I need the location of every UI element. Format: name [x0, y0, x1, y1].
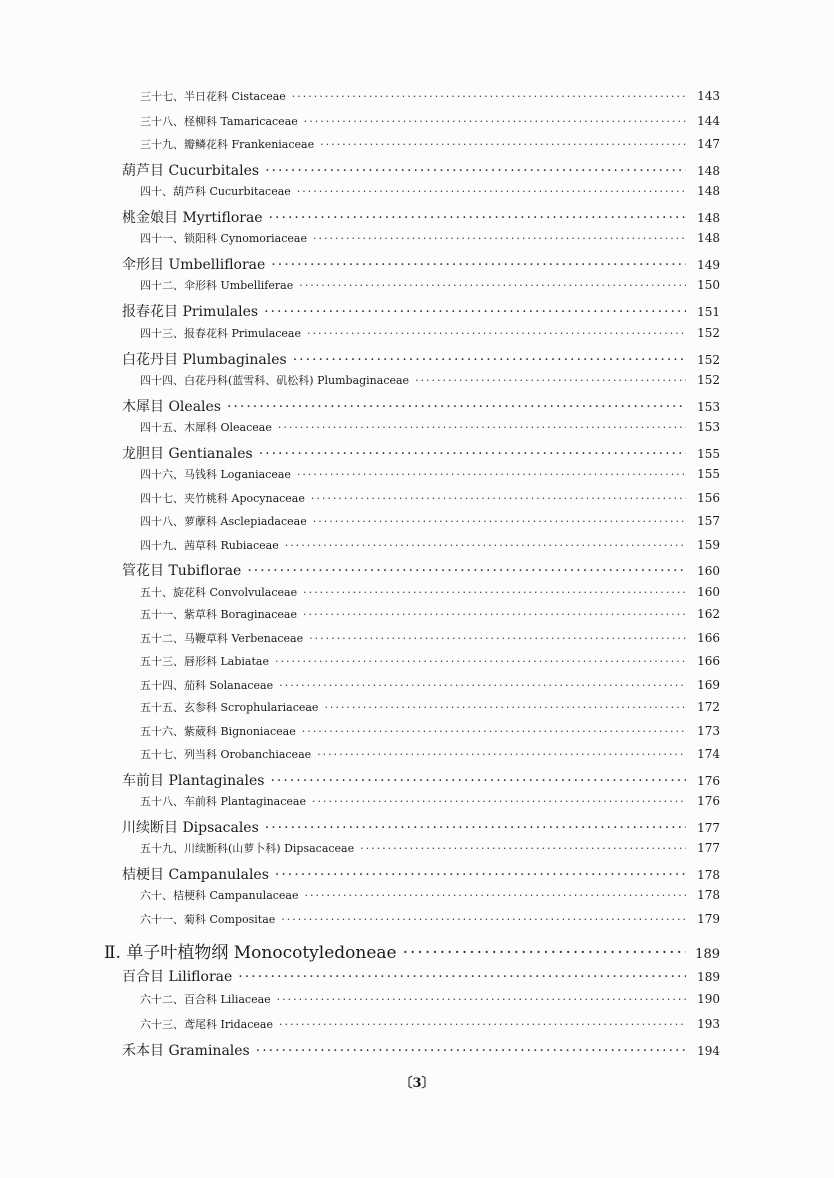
- dot-leader: [313, 232, 686, 245]
- toc-entry-order: [122, 254, 720, 274]
- toc-entry-family: [140, 136, 720, 152]
- toc-entry-page: 149: [697, 258, 720, 272]
- toc-entry-title: 五十二、马鞭草科 Verbenaceae: [140, 632, 304, 645]
- dot-leader: [271, 257, 686, 273]
- toc-entry-title: 六十、桔梗科 Campanulaceae: [140, 889, 299, 902]
- toc-entry-family: [140, 887, 720, 903]
- toc-entry-family: [140, 230, 720, 246]
- toc-entry-page: 160: [697, 585, 720, 599]
- dot-leader: [312, 795, 686, 808]
- toc-entry-family: [140, 991, 720, 1007]
- toc-entry-page: 190: [697, 992, 720, 1006]
- dot-leader: [270, 773, 686, 789]
- toc-entry-page: 156: [697, 491, 720, 505]
- toc-entry-page: 189: [697, 970, 720, 984]
- toc-entry-title: 四十四、白花丹科(蓝雪科、矶松科) Plumbaginaceae: [140, 374, 410, 387]
- toc-entry-title: 龙胆目 Gentianales: [122, 446, 253, 462]
- dot-leader: [305, 889, 687, 902]
- toc-entry-family: [140, 793, 720, 809]
- toc-entry-order: [122, 207, 720, 227]
- toc-entry-order: [122, 1040, 720, 1060]
- toc-entry-page: 176: [697, 774, 720, 788]
- toc-entry-title: 五十三、唇形科 Labiatae: [140, 655, 269, 668]
- dot-leader: [275, 867, 686, 883]
- toc-entry-family: [140, 513, 720, 529]
- toc-entry-family: [140, 325, 720, 341]
- dot-leader: [324, 701, 686, 714]
- toc-entry-page: 162: [697, 607, 720, 621]
- toc-entry-order: [122, 301, 720, 321]
- dot-leader: [264, 304, 686, 320]
- toc-entry-title: 三十七、半日花科 Cistaceae: [140, 90, 286, 103]
- page-number: 〔3〕: [399, 1076, 435, 1091]
- toc-entry-title: 车前目 Plantaginales: [122, 773, 265, 789]
- toc-entry-page: 148: [697, 164, 720, 178]
- toc-entry-order: [122, 864, 720, 884]
- toc-entry-page: 153: [697, 420, 720, 434]
- toc-entry-title: 六十一、菊科 Compositae: [140, 913, 276, 926]
- toc-entry-title: 五十四、茄科 Solanaceae: [140, 679, 274, 692]
- dot-leader: [415, 374, 686, 387]
- toc-entry-title: 四十九、茜草科 Rubiaceae: [140, 539, 279, 552]
- toc-entry-order: [122, 349, 720, 369]
- toc-entry-page: 157: [697, 514, 720, 528]
- toc-entry-title: Ⅱ. 单子叶植物纲 Monocotyledoneae: [104, 943, 397, 963]
- toc-entry-page: 194: [697, 1044, 720, 1058]
- toc-entry-title: 四十二、伞形科 Umbelliferae: [140, 279, 294, 292]
- toc-entry-title: 五十一、紫草科 Boraginaceae: [140, 608, 297, 621]
- toc-entry-page: 152: [697, 353, 720, 367]
- toc-entry-order: [122, 966, 720, 986]
- toc-entry-title: 五十七、列当科 Orobanchiaceae: [140, 748, 312, 761]
- toc-entry-title: 四十、葫芦科 Cucurbitaceae: [140, 185, 291, 198]
- toc-entry-order: [122, 560, 720, 580]
- dot-leader: [265, 820, 686, 836]
- dot-leader: [293, 352, 686, 368]
- dot-leader: [285, 539, 686, 552]
- toc-entry-page: 148: [697, 231, 720, 245]
- toc-entry-title: 禾本目 Graminales: [122, 1043, 250, 1059]
- dot-leader: [259, 446, 686, 462]
- toc-entry-class: [104, 938, 720, 963]
- toc-entry-family: [140, 113, 720, 129]
- dot-leader: [302, 725, 686, 738]
- toc-entry-family: [140, 183, 720, 199]
- toc-entry-family: [140, 630, 720, 646]
- toc-entry-page: 147: [697, 137, 720, 151]
- toc-entry-family: [140, 1016, 720, 1032]
- toc-entry-title: 四十六、马钱科 Loganiaceae: [140, 468, 291, 481]
- dot-leader: [403, 943, 686, 963]
- toc-entry-family: [140, 699, 720, 715]
- toc-entry-title: 伞形目 Umbelliflorae: [122, 257, 266, 273]
- toc-entry-title: 五十六、紫葳科 Bignoniaceae: [140, 725, 296, 738]
- toc-entry-page: 152: [697, 326, 720, 340]
- dot-leader: [311, 492, 686, 505]
- dot-leader: [292, 90, 686, 103]
- toc-entry-title: 木犀目 Oleales: [122, 399, 221, 415]
- toc-entry-family: [140, 606, 720, 622]
- toc-entry-page: 143: [697, 89, 720, 103]
- dot-leader: [303, 608, 686, 621]
- toc-entry-family: [140, 466, 720, 482]
- toc-entry-order: [122, 160, 720, 180]
- dot-leader: [275, 655, 686, 668]
- toc-entry-family: [140, 277, 720, 293]
- toc-entry-page: 174: [697, 747, 720, 761]
- toc-entry-title: 四十三、报春花科 Primulaceae: [140, 327, 302, 340]
- toc-entry-title: 百合目 Liliflorae: [122, 969, 233, 985]
- dot-leader: [309, 632, 686, 645]
- dot-leader: [277, 993, 686, 1006]
- toc-entry-title: 五十九、川续断科(山萝卜科) Dipsacaceae: [140, 842, 355, 855]
- toc-entry-family: [140, 490, 720, 506]
- dot-leader: [303, 586, 686, 599]
- toc-entry-page: 177: [697, 821, 720, 835]
- toc-entry-family: [140, 840, 720, 856]
- toc-entry-family: [140, 419, 720, 435]
- toc-entry-order: [122, 770, 720, 790]
- dot-leader: [297, 468, 686, 481]
- toc-entry-page: 189: [695, 947, 720, 962]
- dot-leader: [279, 679, 686, 692]
- toc-entry-page: 153: [697, 400, 720, 414]
- toc-entry-title: 葫芦目 Cucurbitales: [122, 163, 260, 179]
- toc-entry-family: [140, 746, 720, 762]
- toc-entry-page: 177: [697, 841, 720, 855]
- toc-entry-title: 三十九、瓣鳞花科 Frankeniaceae: [140, 138, 315, 151]
- toc-entry-page: 155: [697, 467, 720, 481]
- toc-entry-title: 桔梗目 Campanulales: [122, 867, 269, 883]
- toc-entry-order: [122, 443, 720, 463]
- dot-leader: [227, 399, 686, 415]
- toc-entry-page: 155: [697, 447, 720, 461]
- toc-entry-page: 166: [697, 654, 720, 668]
- toc-entry-title: 四十一、锁阳科 Cynomoriaceae: [140, 232, 307, 245]
- toc-entry-family: [140, 911, 720, 927]
- dot-leader: [313, 515, 686, 528]
- toc-entry-family: [140, 677, 720, 693]
- dot-leader: [278, 421, 686, 434]
- toc-entry-family: [140, 584, 720, 600]
- toc-entry-order: [122, 396, 720, 416]
- toc-entry-page: 166: [697, 631, 720, 645]
- toc-entry-page: 159: [697, 538, 720, 552]
- toc-entry-family: [140, 372, 720, 388]
- toc-entry-page: 193: [697, 1017, 720, 1031]
- dot-leader: [320, 138, 686, 151]
- toc-entry-title: 四十八、萝藦科 Asclepiadaceae: [140, 515, 307, 528]
- toc-entry-order: [122, 817, 720, 837]
- toc-entry-title: 四十五、木犀科 Oleaceae: [140, 421, 272, 434]
- toc-entry-title: 川续断目 Dipsacales: [122, 820, 259, 836]
- toc-entry-title: 五十、旋花科 Convolvulaceae: [140, 586, 298, 599]
- toc-entry-page: 160: [697, 564, 720, 578]
- toc-entry-title: 桃金娘目 Myrtiflorae: [122, 210, 263, 226]
- dot-leader: [281, 913, 686, 926]
- dot-leader: [304, 115, 686, 128]
- toc-entry-page: 173: [697, 724, 720, 738]
- toc-entry-page: 172: [697, 700, 720, 714]
- toc-entry-page: 148: [697, 184, 720, 198]
- dot-leader: [247, 563, 686, 579]
- toc-entry-title: 六十二、百合科 Liliaceae: [140, 993, 271, 1006]
- toc-entry-page: 176: [697, 794, 720, 808]
- dot-leader: [299, 279, 686, 292]
- toc-entry-page: 151: [697, 305, 720, 319]
- dot-leader: [265, 163, 686, 179]
- toc-entry-title: 五十八、车前科 Plantaginaceae: [140, 795, 306, 808]
- dot-leader: [317, 748, 686, 761]
- toc-entry-title: 管花目 Tubiflorae: [122, 563, 242, 579]
- dot-leader: [297, 185, 686, 198]
- toc-entry-page: 178: [697, 888, 720, 902]
- toc-entry-page: 178: [697, 868, 720, 882]
- toc-entry-page: 152: [697, 373, 720, 387]
- toc-entry-title: 六十三、鸢尾科 Iridaceae: [140, 1018, 273, 1031]
- toc-entry-family: [140, 88, 720, 104]
- toc-entry-family: [140, 723, 720, 739]
- toc-entry-page: 144: [697, 114, 720, 128]
- toc-entry-page: 150: [697, 278, 720, 292]
- toc-entry-page: 179: [697, 912, 720, 926]
- dot-leader: [256, 1043, 686, 1059]
- toc-entry-title: 五十五、玄参科 Scrophulariaceae: [140, 701, 319, 714]
- toc-entry-page: 169: [697, 678, 720, 692]
- toc-entry-page: 148: [697, 211, 720, 225]
- dot-leader: [360, 842, 686, 855]
- toc-entry-title: 白花丹目 Plumbaginales: [122, 352, 287, 368]
- toc-entry-family: [140, 537, 720, 553]
- dot-leader: [307, 327, 686, 340]
- toc-entry-title: 四十七、夹竹桃科 Apocynaceae: [140, 492, 305, 505]
- dot-leader: [238, 969, 686, 985]
- toc-entry-title: 三十八、柽柳科 Tamaricaceae: [140, 115, 298, 128]
- toc-entry-family: [140, 653, 720, 669]
- toc-entry-title: 报春花目 Primulales: [122, 304, 259, 320]
- dot-leader: [269, 210, 686, 226]
- dot-leader: [279, 1018, 686, 1031]
